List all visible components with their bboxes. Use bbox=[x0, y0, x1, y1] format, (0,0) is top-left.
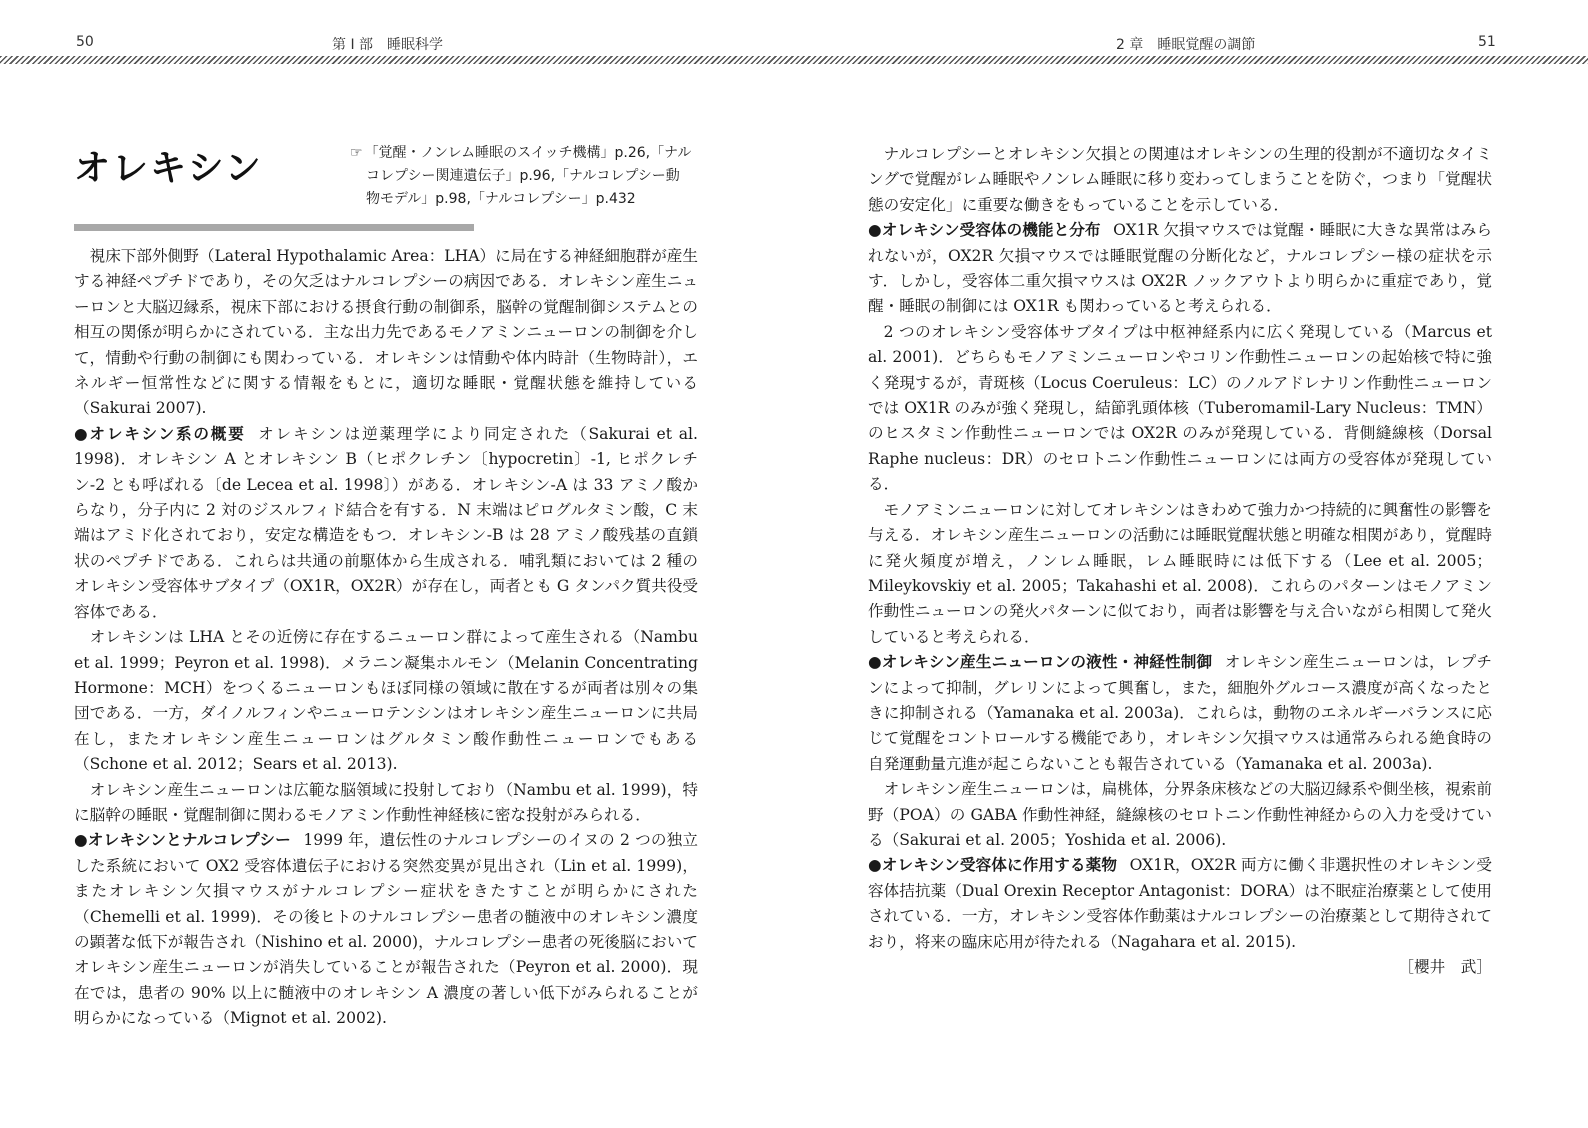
section-heading: ●オレキシン受容体の機能と分布 bbox=[868, 221, 1101, 240]
left-column bbox=[74, 244, 698, 1032]
paragraph bbox=[868, 498, 1492, 650]
section-heading: ●オレキシンとナルコレプシー bbox=[74, 831, 291, 850]
paragraph-text: モノアミンニューロンに対してオレキシンはきわめて強力かつ持続的に興奮性の影響を与える．オレキシン産生ニューロンの活動には睡眠覚醒状態と明確な相関があり，覚醒時に発火頻度が増え，ノンレム睡眠，レム睡眠時には低下する（Lee et al. 2005；Mileykovskiy et al. 2005；Takahashi et al. 2008)．これらのパターンはモノアミン作動性ニューロンの発火パターンに似ており，両者は影響を与え合いながら相関して発火していると考えられる． bbox=[868, 500, 1492, 646]
paragraph bbox=[74, 422, 698, 625]
right-page-number: 51 bbox=[1478, 34, 1496, 50]
paragraph bbox=[74, 244, 698, 422]
paragraph-text: オレキシンは逆薬理学により同定された（Sakurai et al. 1998)．オレキシン A とオレキシン B（ヒポクレチン〔hypocretin〕-1, ヒポクレチン-2 とも呼ばれる〔de Lecea et al. 1998〕）がある．オレキシン-A は 33 アミノ酸からなり，分子内に 2 対のジスルフィド結合を有する．N 末端はピログルタミン酸，C 末端はアミド化されており，安定な構造をもつ．オレキシン-B は 28 アミノ酸残基の直鎖状のペプチドである．これらは共通の前駆体から生成される．哺乳類においては 2 種のオレキシン受容体サブタイプ（OX1R，OX2R）が存在し，両者とも G タンパク質共役受容体である． bbox=[74, 424, 699, 621]
left-page-number: 50 bbox=[76, 34, 94, 50]
paragraph bbox=[74, 828, 698, 1031]
paragraph-text: オレキシン産生ニューロンは広範な脳領域に投射しており（Nambu et al. 1999)，特に脳幹の睡眠・覚醒制御に関わるモノアミン作動性神経核に密な投射がみられる． bbox=[74, 780, 698, 824]
article-title: オレキシン bbox=[74, 148, 263, 189]
cross-reference-line-3: 物モデル」p.98,「ナルコレプシー」p.432 bbox=[366, 191, 636, 207]
pointing-hand-icon: ☞ bbox=[350, 145, 363, 161]
section-heading: ●オレキシン産生ニューロンの液性・神経性制御 bbox=[868, 653, 1213, 672]
paragraph bbox=[868, 853, 1492, 955]
header-hatched-rule bbox=[0, 56, 1588, 64]
author-credit: ［櫻井 武］ bbox=[1398, 958, 1492, 976]
paragraph bbox=[74, 778, 698, 829]
section-heading: ●オレキシン受容体に作用する薬物 bbox=[868, 856, 1118, 875]
paragraph-text: オレキシン産生ニューロンは，レプチンによって抑制，グレリンによって興奮し，また，細胞外グルコース濃度が高くなったときに抑制される（Yamanaka et al. 2003a)．これらは，動物のエネルギーバランスに応じて覚醒をコントロールする機能であり，オレキシン欠損マウスは通常みられる絶食時の自発運動量亢進が起こらないことも報告されている（Yamanaka et al. 2003a). bbox=[868, 653, 1492, 773]
right-column bbox=[868, 142, 1492, 980]
paragraph bbox=[74, 625, 698, 777]
paragraph bbox=[868, 320, 1492, 498]
paragraph-text: 2 つのオレキシン受容体サブタイプは中枢神経系内に広く発現している（Marcus et al. 2001)．どちらもモノアミンニューロンやコリン作動性ニューロンの起始核で特に強く発現するが，青斑核（Locus Coeruleus：LC）のノルアドレナリン作動性ニューロンでは OX1R のみが強く発現し，結節乳頭体核（Tuberomamil-Lary Nucleus：TMN）のヒスタミン作動性ニューロンでは OX2R のみが発現している．背側縫線核（Dorsal Raphe nucleus：DR）のセロトニン作動性ニューロンには両方の受容体が発現している． bbox=[868, 322, 1492, 494]
paragraph-text: OX1R 欠損マウスでは覚醒・睡眠に大きな異常はみられないが，OX2R 欠損マウスでは睡眠覚醒の分断化など，ナルコレプシー様の症状を示す．しかし，受容体二重欠損マウスは OX2R ノックアウトより明らかに重症であり，覚醒・睡眠の制御には OX1R も関わっていると考えられる． bbox=[868, 221, 1492, 316]
paragraph-text: ナルコレプシーとオレキシン欠損との関連はオレキシンの生理的役割が不適切なタイミングで覚醒がレム睡眠やノンレム睡眠に移り変わってしまうことを防ぐ，つまり「覚醒状態の安定化」に重要な働きをもっていることを示している． bbox=[868, 145, 1492, 214]
paragraph-text: オレキシンは LHA とその近傍に存在するニューロン群によって産生される（Nambu et al. 1999；Peyron et al. 1998)．メラニン凝集ホルモン（Melanin Concentrating Hormone：MCH）をつくるニューロンもほぼ同様の領域に散在するが両者は別々の集団である．一方，ダイノルフィンやニューロテンシンはオレキシン産生ニューロンに共局在し，またオレキシン産生ニューロンはグルタミン酸作動性ニューロンでもある（Schone et al. 2012；Sears et al. 2013). bbox=[74, 628, 698, 774]
paragraph bbox=[868, 777, 1492, 853]
paragraph-text: 1999 年，遺伝性のナルコレプシーのイヌの 2 つの独立した系統において OX2 受容体遺伝子における突然変異が見出され（Lin et al. 1999)，またオレキシン欠損マウスがナルコレプシー症状をきたすことが明らかにされた（Chemelli et al. 1999)．その後ヒトのナルコレプシー患者の髄液中のオレキシン濃度の顕著な低下が報告され（Nishino et al. 2000)，ナルコレプシー患者の死後脳においてオレキシン産生ニューロンが消失していることが報告された（Peyron et al. 2000)．現在では，患者の 90% 以上に髄液中のオレキシン A 濃度の著しい低下がみられることが明らかになっている（Mignot et al. 2002). bbox=[74, 831, 698, 1028]
paragraph-text: オレキシン産生ニューロンは，扁桃体，分界条床核などの大脳辺縁系や側坐核，視索前野（POA）の GABA 作動性神経，縫線核のセロトニン作動性神経からの入力を受けている（Sakurai et al. 2005；Yoshida et al. 2006). bbox=[868, 780, 1492, 849]
cross-reference bbox=[350, 142, 705, 211]
right-running-title: 2 章 睡眠覚醒の調節 bbox=[1116, 37, 1256, 53]
paragraph-text: OX1R，OX2R 両方に働く非選択性のオレキシン受容体拮抗薬（Dual Orexin Receptor Antagonist：DORA）は不眠症治療薬として使用されている．一方，オレキシン受容体作動薬はナルコレプシーの治療薬として期待されており，将来の臨床応用が待たれる（Nagahara et al. 2015). bbox=[868, 856, 1492, 951]
cross-reference-line-1 bbox=[350, 142, 705, 165]
title-underline-bar bbox=[74, 224, 474, 231]
paragraph bbox=[868, 142, 1492, 218]
paragraph-text: 視床下部外側野（Lateral Hypothalamic Area：LHA）に局在する神経細胞群が産生する神経ペプチドであり，その欠乏はナルコレプシーの病因である．オレキシン産生ニューロンと大脳辺縁系，視床下部における摂食行動の制御系，脳幹の覚醒制御システムとの相互の関係が明らかにされている．主な出力先であるモノアミンニューロンの制御を介して，情動や行動の制御にも関わっている．オレキシンは情動や体内時計（生物時計），エネルギー恒常性などに関する情報をもとに，適切な睡眠・覚醒状態を維持している（Sakurai 2007). bbox=[74, 247, 698, 418]
paragraph bbox=[868, 650, 1492, 777]
section-heading: ●オレキシン系の概要 bbox=[74, 424, 246, 443]
cross-reference-text-1: 「覚醒・ノンレム睡眠のスイッチ機構」p.26,「ナル bbox=[364, 145, 692, 161]
paragraph bbox=[868, 218, 1492, 320]
cross-reference-line-2: コレプシー関連遺伝子」p.96,「ナルコレプシー動 bbox=[366, 168, 680, 184]
left-running-title: 第 I 部 睡眠科学 bbox=[332, 37, 444, 53]
